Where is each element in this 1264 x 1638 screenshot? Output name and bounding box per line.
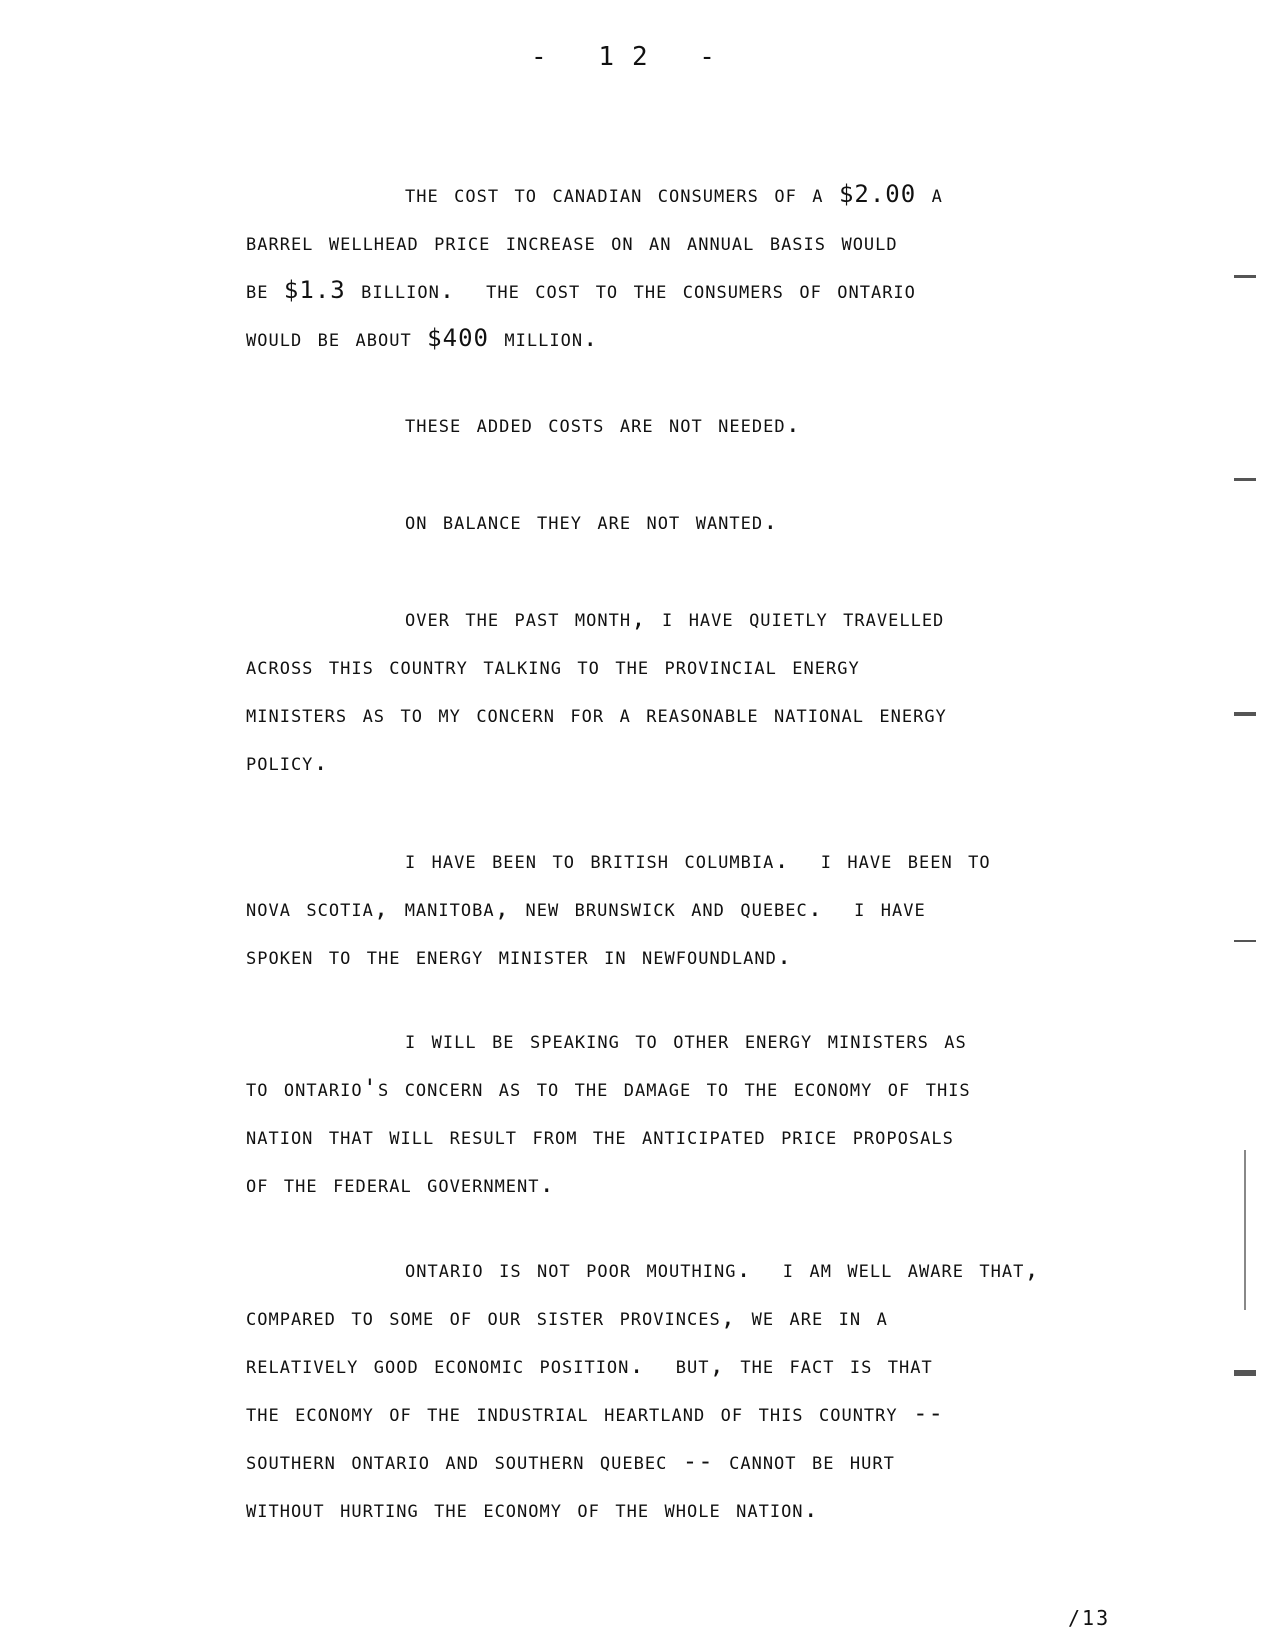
paragraph-line: spoken to the energy minister in newfoundland. (246, 942, 793, 970)
paragraph-line: across this country talking to the provincial energy (246, 652, 860, 680)
paragraph-first-line: over the past month, i have quietly travelled (405, 604, 945, 632)
paragraph-line: barrel wellhead price increase on an annual basis would (246, 228, 898, 256)
paragraph-line: nova scotia, manitoba, new brunswick and quebec. i have (246, 894, 926, 922)
paragraph-line: relatively good economic position. but, the fact is that (246, 1351, 933, 1379)
paragraph-line: ministers as to my concern for a reasonable national energy (246, 700, 947, 728)
paragraph-line: policy. (246, 748, 329, 776)
scan-margin-artifacts (1236, 0, 1264, 1638)
paragraph-first-line: the cost to canadian consumers of a $2.00 a (405, 180, 943, 208)
paragraph-first-line: i will be speaking to other energy ministers as (405, 1026, 967, 1054)
paragraph-line: be $1.3 billion. the cost to the consumers of ontario (246, 276, 916, 304)
paragraph-first-line: ontario is not poor mouthing. i am well aware that, (405, 1255, 1040, 1283)
paragraph-line: southern ontario and southern quebec -- cannot be hurt (246, 1447, 895, 1475)
paragraph-line: compared to some of our sister provinces, we are in a (246, 1303, 888, 1331)
paragraph-first-line: i have been to british columbia. i have been to (405, 846, 991, 874)
paragraph-line: the economy of the industrial heartland of this country -- (246, 1399, 944, 1427)
paragraph-line: of the federal government. (246, 1170, 555, 1198)
continuation-mark: /13 (1068, 1606, 1111, 1630)
paragraph-line: without hurting the economy of the whole nation. (246, 1495, 819, 1523)
paragraph-line: would be about $400 million. (246, 324, 599, 352)
paragraph-line: nation that will result from the anticipated price proposals (246, 1122, 954, 1150)
paragraph-first-line: on balance they are not wanted. (405, 507, 779, 535)
paragraph-line: to ontario's concern as to the damage to the economy of this (246, 1074, 971, 1102)
page-number: - 12 - (531, 42, 733, 72)
paragraph-first-line: these added costs are not needed. (405, 410, 802, 438)
